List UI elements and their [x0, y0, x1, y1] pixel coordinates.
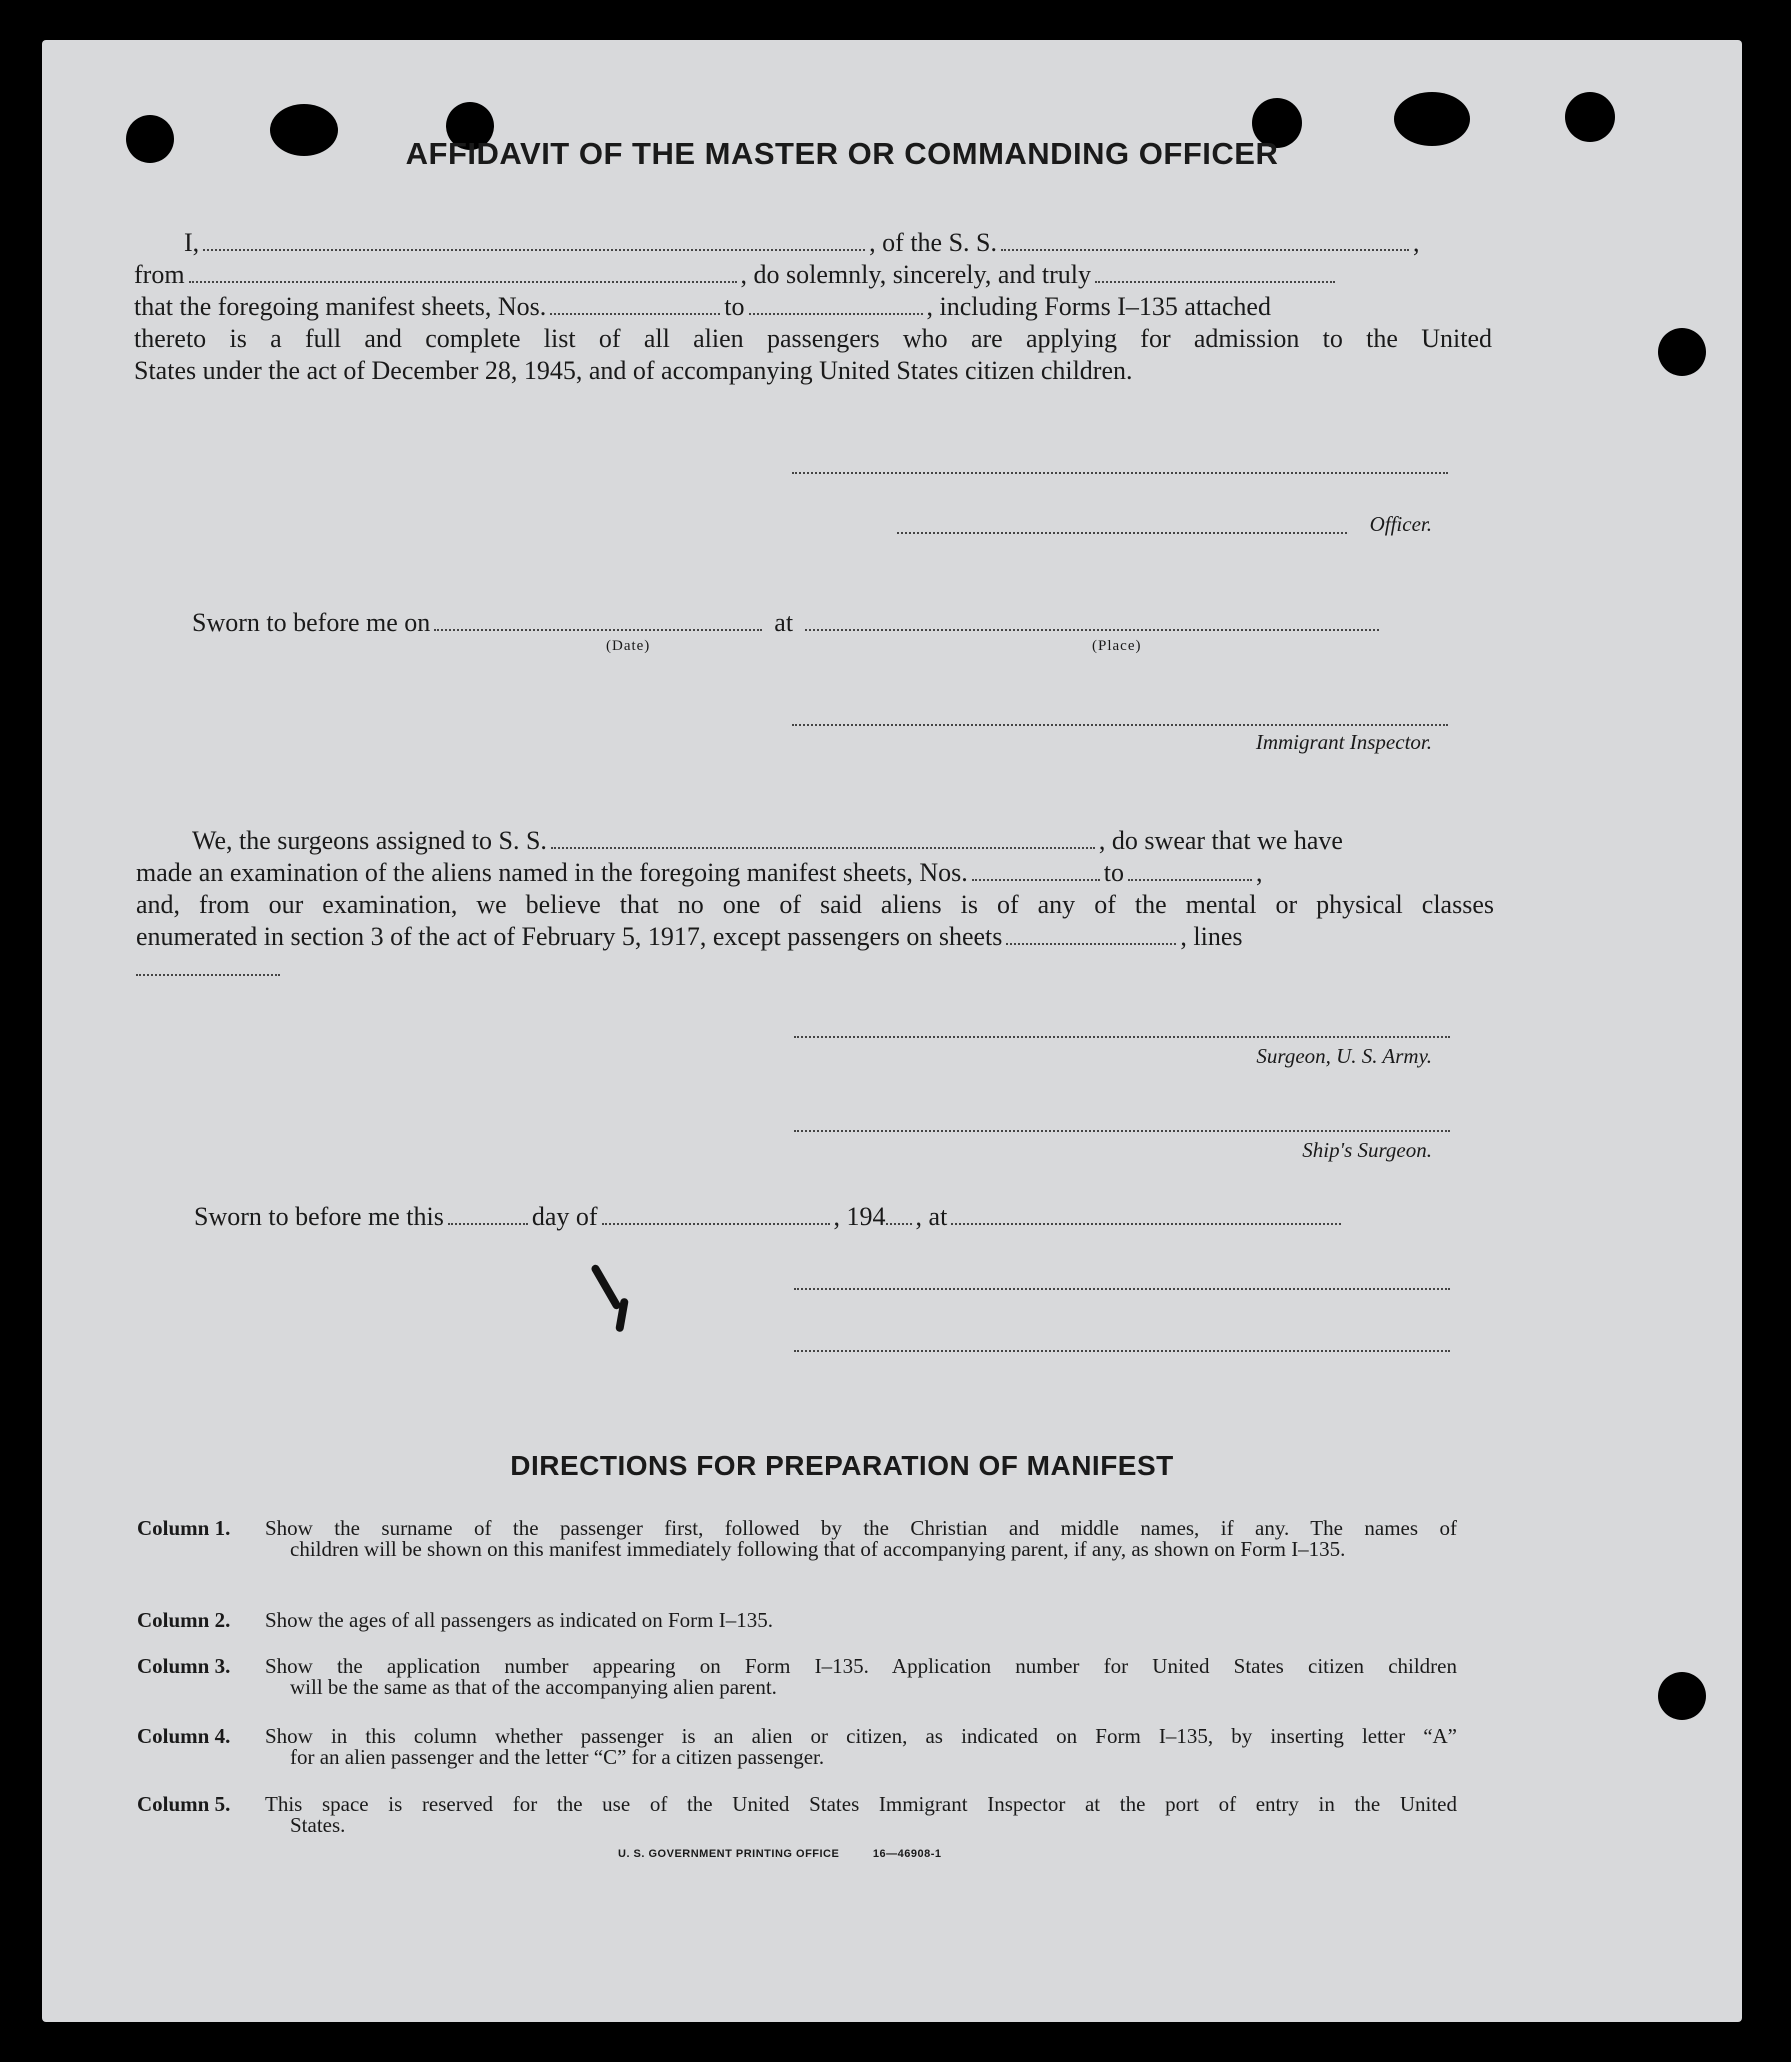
surgeons-text: to [1103, 858, 1124, 887]
column-text: Show the application number appearing on Form I–135. Application number for United States citizen children [265, 1654, 1457, 1678]
sworn-place-field[interactable] [805, 609, 1379, 631]
surgeons-line-4 [136, 922, 1494, 952]
surgeons-text: , [1256, 858, 1263, 887]
date-caption: (Date) [606, 638, 651, 654]
column-label: Column 3. [137, 1654, 231, 1678]
place-caption: (Place) [1092, 638, 1142, 654]
punch-hole [1658, 328, 1706, 376]
affidavit-text: , do solemnly, sincerely, and truly [740, 260, 1091, 289]
surgeons-line-1 [192, 826, 1494, 856]
surgeons-text: , lines [1180, 922, 1243, 951]
army-surgeon-label: Surgeon, U. S. Army. [1256, 1044, 1432, 1068]
signature-line[interactable] [794, 1350, 1450, 1352]
officer-label: Officer. [1369, 512, 1432, 536]
surgeon-sheet-from-field[interactable] [972, 859, 1100, 881]
printer-imprint [618, 1848, 942, 1860]
surgeon-ship-field[interactable] [551, 827, 1095, 849]
surgeons-text: , do swear that we have [1098, 826, 1343, 855]
ink-mark [590, 1263, 622, 1310]
sheet-to-field[interactable] [749, 293, 923, 315]
inspector-signature-line[interactable] [792, 724, 1448, 726]
surgeons-line-2 [136, 858, 1494, 888]
column-text: States. [290, 1813, 346, 1837]
column-text: Show the surname of the passenger first, followed by the Christian and middle names, if any. The names of [265, 1516, 1457, 1540]
document-page [42, 40, 1742, 2022]
column-label: Column 5. [137, 1792, 231, 1816]
inspector-label: Immigrant Inspector. [1255, 730, 1432, 754]
affidavit-text: , [1413, 228, 1420, 257]
column-text: Show the ages of all passengers as indicated on Form I–135. [265, 1608, 773, 1632]
signature-line[interactable] [794, 1288, 1450, 1290]
officer-signature-line[interactable] [792, 472, 1448, 474]
lines-field[interactable] [136, 974, 280, 976]
sworn-text: at [774, 608, 794, 637]
surgeons-text: enumerated in section 3 of the act of February 5, 1917, except passengers on sheets [136, 922, 1003, 951]
officer-name-field[interactable] [203, 229, 865, 251]
ship-surgeon-signature-line[interactable] [794, 1130, 1450, 1132]
sworn-text: day of [531, 1202, 598, 1231]
affidavit-text: , including Forms I–135 attached [926, 292, 1271, 321]
army-surgeon-signature-line[interactable] [794, 1036, 1450, 1038]
surgeon-sheet-to-field[interactable] [1128, 859, 1252, 881]
sworn-text: , at [915, 1202, 948, 1231]
sworn-month-field[interactable] [602, 1203, 830, 1225]
affidavit-line-2 [134, 260, 1492, 290]
sworn-year-field[interactable] [886, 1203, 912, 1225]
port-from-field[interactable] [189, 261, 737, 283]
affidavit-text: I, [184, 228, 200, 257]
ship-surgeon-label: Ship's Surgeon. [1302, 1138, 1432, 1162]
affidavit-line-3 [134, 292, 1492, 322]
sheet-from-field[interactable] [550, 293, 720, 315]
sworn-text: Sworn to before me this [194, 1202, 444, 1231]
affidavit-text: from [134, 260, 185, 289]
oath-field[interactable] [1095, 261, 1335, 283]
page-title: AFFIDAVIT OF THE MASTER OR COMMANDING OFFICER [405, 136, 1279, 171]
surgeons-line-3: and, from our examination, we believe that no one of said aliens is of any of the mental or physical classes [136, 890, 1494, 919]
printer-name: U. S. GOVERNMENT PRINTING OFFICE [618, 1848, 840, 1860]
sworn-date-line [192, 608, 1492, 638]
form-number: 16—46908-1 [872, 1848, 942, 1860]
affidavit-line-1 [184, 228, 1492, 258]
ship-name-field[interactable] [1001, 229, 1409, 251]
sworn-date-field[interactable] [434, 609, 762, 631]
sworn-text: Sworn to before me on [192, 608, 431, 637]
affidavit-text: to [724, 292, 745, 321]
affidavit-line-4: thereto is a full and complete list of all alien passengers who are applying for admission to the United [134, 324, 1492, 353]
sworn-text: , 194 [833, 1202, 886, 1231]
officer-title-line[interactable] [897, 532, 1347, 534]
column-label: Column 2. [137, 1608, 231, 1632]
directions-heading: DIRECTIONS FOR PREPARATION OF MANIFEST [510, 1450, 1174, 1481]
punch-hole [1565, 92, 1615, 142]
affidavit-text: , of the S. S. [869, 228, 998, 257]
column-label: Column 4. [137, 1724, 231, 1748]
affidavit-text: that the foregoing manifest sheets, Nos. [134, 292, 547, 321]
column-text: Show in this column whether passenger is an alien or citizen, as indicated on Form I–135, by inserting letter “A” [265, 1724, 1457, 1748]
sworn-day-field[interactable] [448, 1203, 528, 1225]
except-sheets-field[interactable] [1006, 923, 1176, 945]
column-text: for an alien passenger and the letter “C” for a citizen passenger. [290, 1745, 825, 1769]
sworn-day-line [194, 1202, 1494, 1232]
column-text: children will be shown on this manifest immediately following that of accompanying parent, if any, as shown on Form I–135. [290, 1537, 1346, 1561]
column-text: will be the same as that of the accompanying alien parent. [290, 1675, 777, 1699]
surgeons-text: made an examination of the aliens named in the foregoing manifest sheets, Nos. [136, 858, 968, 887]
punch-hole [1658, 1672, 1706, 1720]
sworn-at-field[interactable] [951, 1203, 1341, 1225]
surgeons-text: We, the surgeons assigned to S. S. [192, 826, 547, 855]
affidavit-line-5: States under the act of December 28, 1945, and of accompanying United States citizen children. [134, 356, 1133, 385]
column-text: This space is reserved for the use of the United States Immigrant Inspector at the port of entry in the United [265, 1792, 1457, 1816]
column-label: Column 1. [137, 1516, 231, 1540]
